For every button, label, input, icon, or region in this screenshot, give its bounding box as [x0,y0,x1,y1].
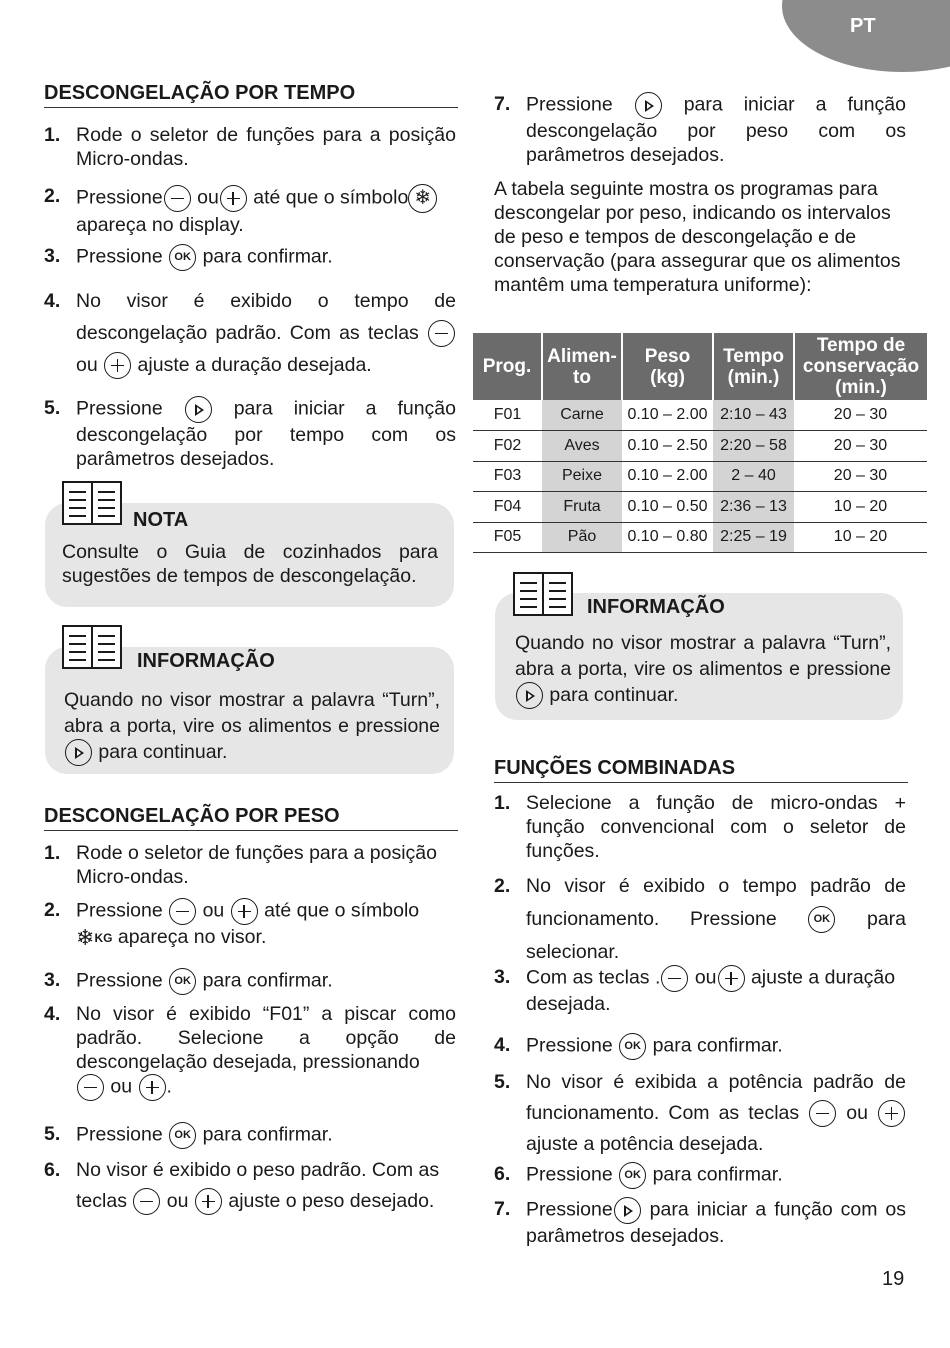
table-cell: F04 [473,492,542,523]
snowflake-icon: ❄ [408,184,437,213]
table-cell: 20 – 30 [794,461,927,492]
step-text: Selecione a função de micro-ondas + função convencional com o seletor de funções. [526,792,906,862]
step-text-part: Pressione [76,1123,163,1146]
ok-button-icon: OK [808,906,835,933]
step-text [76,1122,456,1149]
step-text-part: No visor é exibido o tempo padrão de funcionamento. Pressione [526,875,906,930]
plus-circle-icon [220,185,247,212]
minus-circle-icon [428,320,455,347]
table-cell: 2:10 – 43 [713,400,794,431]
info-title: INFORMAÇÃO [137,650,275,672]
step-number: 5. [44,1123,61,1145]
table-cell: Carne [542,400,622,431]
step-text-part: para confirmar. [202,245,333,268]
table-header: Alimen-to [542,333,622,400]
step-text [526,870,906,969]
step-text-part: . [166,1075,172,1098]
table-cell: 0.10 – 2.00 [622,461,713,492]
language-label: PT [850,15,876,37]
step-text [76,1155,456,1217]
table-header: Tempo (min.) [713,333,794,400]
table-cell: Fruta [542,492,622,523]
step-text-part: Pressione [526,93,613,116]
step-text-part: até que o símbolo [264,899,420,922]
step-text-part: Pressione [76,245,163,268]
step-text-part: ou [76,354,98,376]
step-text-part: No visor é exibido o peso padrão. Com as teclas [76,1159,440,1212]
start-play-icon [65,739,92,766]
step-text-part: até que o símbolo [253,186,409,209]
table-cell: 0.10 – 0.50 [622,492,713,523]
step-text-part: Pressione [76,397,163,420]
step-text-part: Pressione [526,1034,613,1057]
table-cell: Peixe [542,461,622,492]
info-body-text: para continuar. [549,684,679,706]
info-title: INFORMAÇÃO [587,596,725,618]
step-number: 7. [494,93,511,115]
step-number: 2. [44,185,61,207]
plus-circle-icon [139,1074,166,1101]
note-body: Consulte o Guia de cozinhados para sugestões de tempos de descongelação. [62,541,438,587]
step-number: 1. [44,124,61,146]
table-header: Prog. [473,333,542,400]
step-number: 3. [44,969,61,991]
table-cell: 2:36 – 13 [713,492,794,523]
step-text [76,244,456,271]
step-number: 3. [494,966,511,988]
minus-circle-icon [661,965,688,992]
step-text-part: para confirmar. [202,969,333,992]
plus-circle-icon [195,1188,222,1215]
section-title-defrost-time: DESCONGELAÇÃO POR TEMPO [44,82,458,108]
step-number: 6. [494,1163,511,1185]
table-cell: 0.10 – 2.50 [622,431,713,462]
section-title-defrost-weight: DESCONGELAÇÃO POR PESO [44,805,458,831]
table-cell: Aves [542,431,622,462]
step-text-part: para confirmar. [202,1123,333,1146]
plus-circle-icon [231,898,258,925]
table-header-row [473,333,927,400]
table-cell: 20 – 30 [794,400,927,431]
step-text-part: Com as teclas . [526,966,661,989]
ok-button-icon: OK [619,1162,646,1189]
step-text: Rode o seletor de funções para a posição Micro-ondas. [76,124,456,170]
step-text-part: Pressione [526,1198,613,1221]
minus-circle-icon [133,1188,160,1215]
step-number: 6. [44,1159,61,1181]
step-text-part: Pressione [526,1163,613,1186]
ok-button-icon: OK [169,244,196,271]
table-intro: A tabela seguinte mostra os programas para descongelar por peso, indicando os intervalos de peso e tempos de descongelação e de conservação (para assegurar que os alimentos mantêm uma temperatura uniforme): [494,178,901,296]
step-text-part: ajuste a duração desejada. [137,354,372,376]
step-number: 5. [44,397,61,419]
table-header: Tempo de conservação (min.) [794,333,927,400]
minus-circle-icon [809,1100,836,1127]
step-text [526,92,906,167]
step-text-part: ou [202,899,225,922]
table-row [473,492,927,523]
info-body-text: Quando no visor mostrar a palavra “Turn”, abra a porta, vire os alimentos e pressione [64,689,440,737]
book-icon [62,624,122,670]
info-body-text: Quando no visor mostrar a palavra “Turn”, abra a porta, vire os alimentos e pressione [515,632,891,680]
ok-button-icon: OK [169,968,196,995]
section-title-combined-functions: FUNÇÕES COMBINADAS [494,757,908,783]
ok-button-icon: OK [619,1033,646,1060]
step-text-part: para iniciar a função descongelação por tempo com os parâmetros desejados. [76,397,456,470]
step-text-part: Pressione [76,186,163,209]
step-text [526,1033,906,1060]
table-row [473,400,927,431]
step-text-part: No visor é exibida a potência padrão de funcionamento. Com as teclas [526,1071,906,1124]
info-body-text: para continuar. [98,741,228,763]
step-text-part: ou [166,1190,189,1212]
table-row [473,461,927,492]
step-number: 3. [44,245,61,267]
step-number: 2. [44,899,61,921]
step-text-part: ou [694,966,717,989]
step-text-part: para confirmar. [652,1163,783,1186]
plus-circle-icon [878,1100,905,1127]
table-cell: 20 – 30 [794,431,927,462]
program-table [473,333,927,553]
start-play-icon [516,682,543,709]
step-number: 1. [494,792,511,814]
step-text-part: para iniciar a função com os parâmetros desejados. [526,1198,907,1247]
step-text-part: apareça no display. [76,214,244,236]
step-text [76,396,456,471]
step-text-part: apareça no visor. [117,926,267,948]
step-number: 1. [44,842,61,864]
minus-circle-icon [169,898,196,925]
page-number: 19 [882,1268,905,1290]
step-number: 4. [44,290,61,312]
step-text-part: ajuste a potência desejada. [526,1133,764,1155]
table-cell: 2:25 – 19 [713,522,794,553]
table-cell: 10 – 20 [794,522,927,553]
table-cell: F05 [473,522,542,553]
step-text [526,1067,906,1160]
table-row [473,431,927,462]
start-play-icon [614,1197,641,1224]
step-text: Rode o seletor de funções para a posição Micro-ondas. [76,842,437,888]
plus-circle-icon [104,352,131,379]
note-title: NOTA [133,509,189,531]
step-text [526,965,906,1016]
step-text-part: para selecionar. [526,908,906,963]
book-icon [513,571,573,617]
step-number: 4. [44,1003,61,1025]
table-cell: 2:20 – 58 [713,431,794,462]
table-cell: F03 [473,461,542,492]
step-text [76,285,456,381]
step-text-part: Pressione [76,899,163,922]
step-number: 7. [494,1198,511,1220]
minus-circle-icon [77,1074,104,1101]
step-text [526,1162,906,1189]
minus-circle-icon [164,185,191,212]
table-cell: Pão [542,522,622,553]
step-text-part: ou [110,1075,133,1098]
step-text-part: ou [846,1102,868,1124]
step-text-part: ou [197,186,219,209]
start-play-icon [635,92,662,119]
table-header: Peso (kg) [622,333,713,400]
step-text-part: No visor é exibido “F01” a piscar como padrão. Selecione a opção de descongelação desejada, pressionando [76,1003,456,1073]
step-text [76,968,456,995]
plus-circle-icon [718,965,745,992]
table-cell: 10 – 20 [794,492,927,523]
step-text [76,898,456,950]
step-text-part: No visor é exibido o tempo de descongelação padrão. Com as teclas [76,290,456,344]
step-text-part: para iniciar a função descongelação por peso com os parâmetros desejados. [526,93,906,166]
step-text-part: ajuste o peso desejado. [228,1190,435,1212]
step-text [76,1002,456,1101]
step-text-part: ajuste a duração desejada. [526,966,896,1015]
book-icon [62,480,122,526]
table-cell: F01 [473,400,542,431]
step-number: 2. [494,875,511,897]
ok-button-icon: OK [169,1122,196,1149]
info-body [64,687,440,766]
step-number: 5. [494,1071,511,1093]
step-text-part: Pressione [76,969,163,992]
table-cell: 0.10 – 0.80 [622,522,713,553]
table-cell: 0.10 – 2.00 [622,400,713,431]
start-play-icon [185,396,212,423]
kg-label: KG [94,930,113,945]
step-text [526,1197,906,1248]
table-row [473,522,927,553]
snowflake-icon: ❄ [76,924,95,950]
step-text [76,184,456,237]
step-text-part: para confirmar. [652,1034,783,1057]
table-cell: 2 – 40 [713,461,794,492]
table-cell: F02 [473,431,542,462]
info-body [515,630,891,709]
step-number: 4. [494,1034,511,1056]
